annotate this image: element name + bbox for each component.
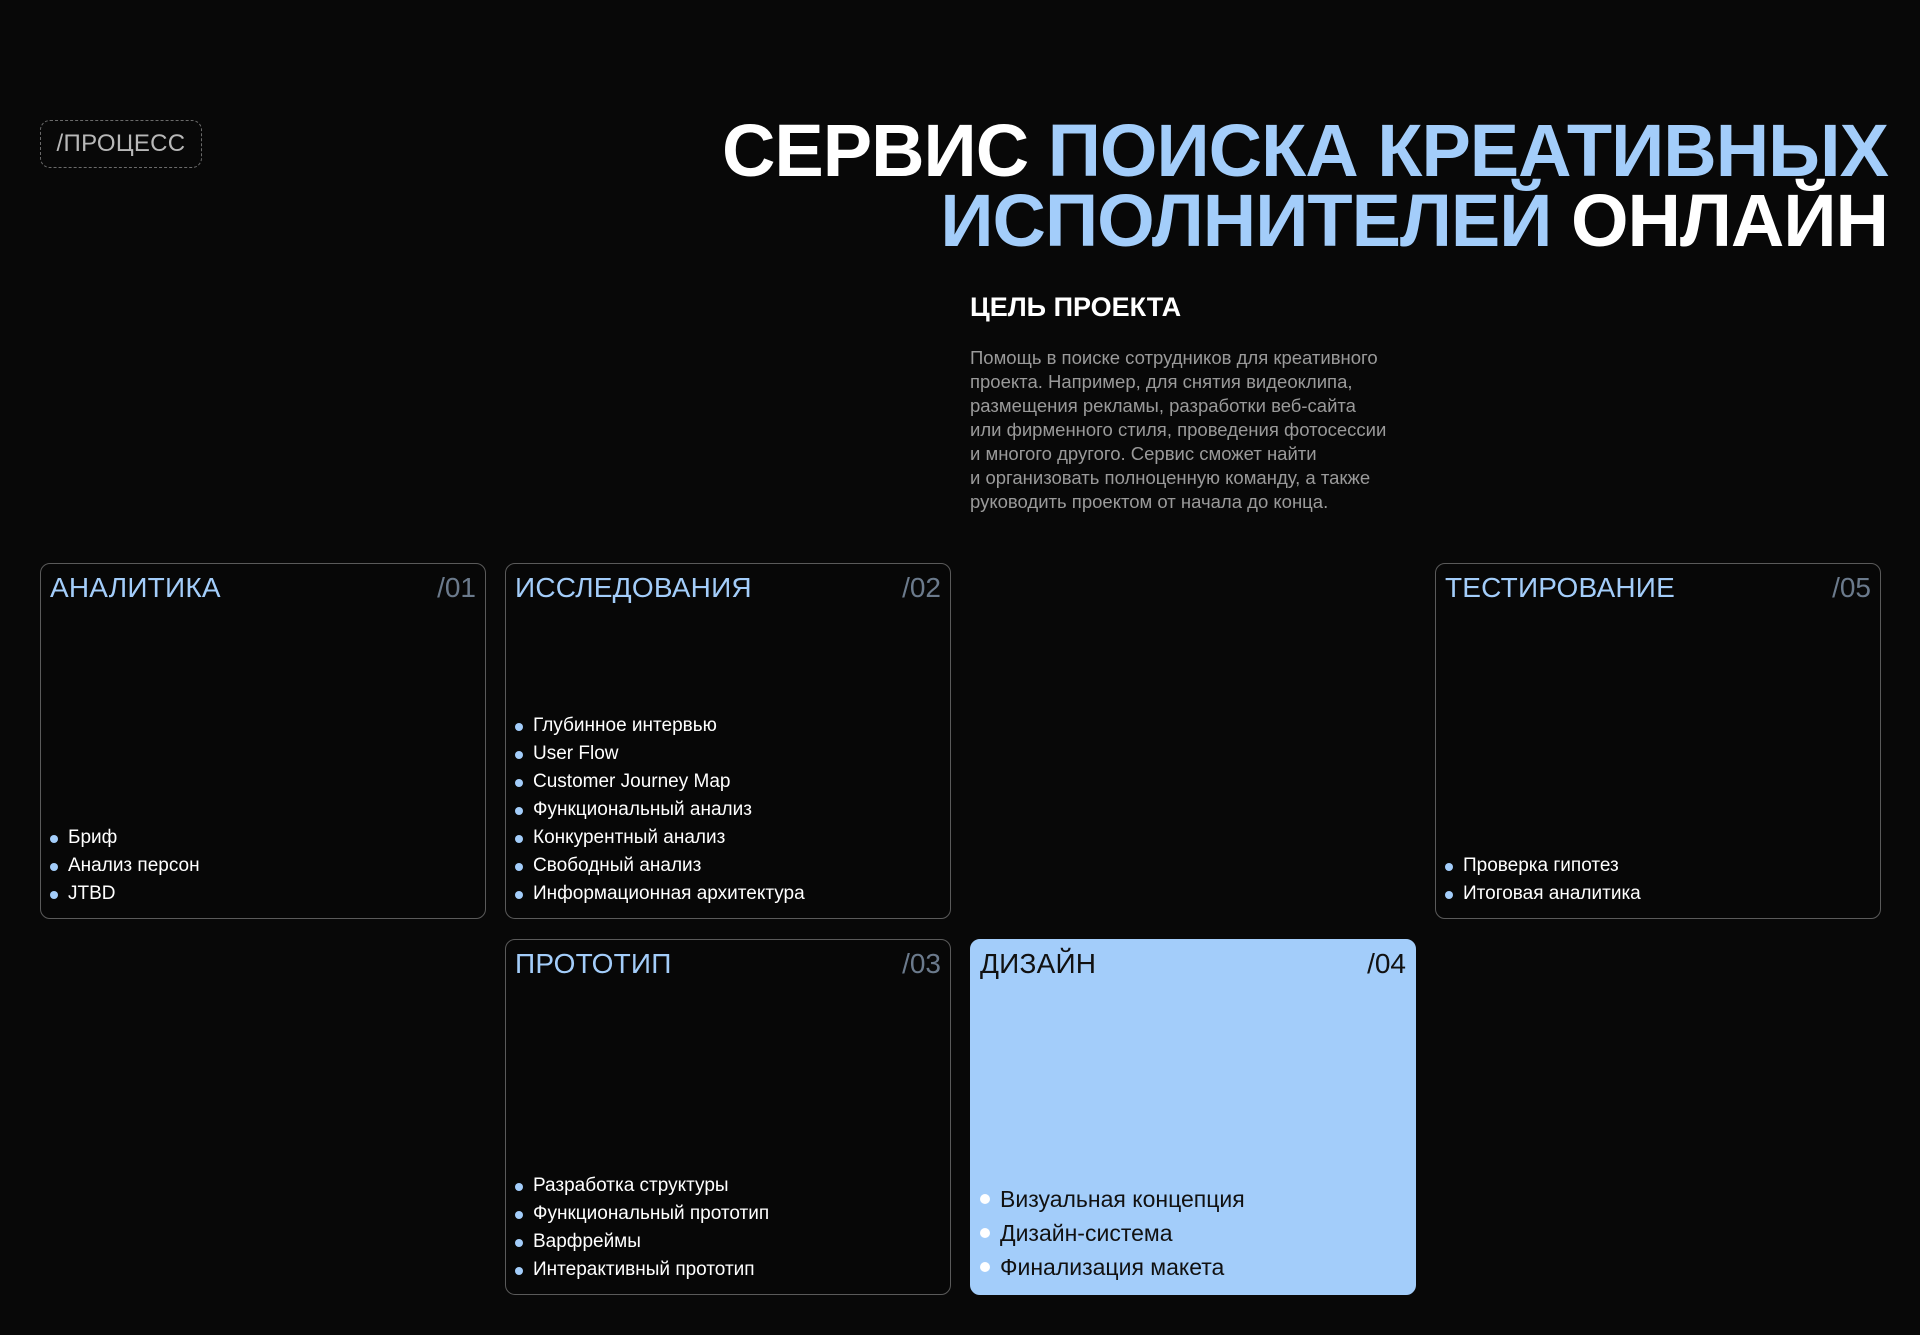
- list-item: Дизайн-система: [980, 1216, 1245, 1250]
- card-title: ИССЛЕДОВАНИЯ: [515, 572, 752, 603]
- goal-description: [970, 346, 1410, 514]
- list-item: Глубинное интервью: [515, 712, 805, 740]
- list-item: Интерактивный прототип: [515, 1256, 769, 1284]
- list-item: Финализация макета: [980, 1250, 1245, 1284]
- title-line-1: [721, 109, 1888, 192]
- goal-line: и организовать полноценную команду, а также: [970, 467, 1371, 488]
- goal-line: руководить проектом от начала до конца.: [970, 491, 1329, 512]
- list-item: Customer Journey Map: [515, 768, 805, 796]
- title-part-2: ПОИСКА КРЕАТИВНЫХ: [1047, 109, 1888, 192]
- list-item: Разработка структуры: [515, 1172, 769, 1200]
- goal-line: проекта. Например, для снятия видеоклипа,: [970, 371, 1353, 392]
- goal-line: Помощь в поиске сотрудников для креативного: [970, 347, 1378, 368]
- list-item: Функциональный анализ: [515, 796, 805, 824]
- goal-heading: ЦЕЛЬ ПРОЕКТА: [970, 292, 1182, 322]
- list-item: Варфреймы: [515, 1228, 769, 1256]
- list-item: Проверка гипотез: [1445, 852, 1641, 880]
- card-research: [505, 563, 951, 919]
- list-item: Анализ персон: [50, 852, 200, 880]
- list-item: Визуальная концепция: [980, 1182, 1245, 1216]
- card-list: [1445, 852, 1641, 908]
- goal-line: и многого другого. Сервис сможет найти: [970, 443, 1317, 464]
- card-title: ТЕСТИРОВАНИЕ: [1445, 572, 1675, 603]
- card-testing: [1435, 563, 1881, 919]
- card-analytics: [40, 563, 486, 919]
- title-line-2: [722, 179, 1888, 262]
- card-number: /02: [902, 572, 941, 603]
- card-list: [50, 824, 200, 908]
- goal-line: или фирменного стиля, проведения фотосессии: [970, 419, 1387, 440]
- list-item: Функциональный прототип: [515, 1200, 769, 1228]
- title-part-4: ОНЛАЙН: [1571, 179, 1888, 262]
- card-title: АНАЛИТИКА: [50, 572, 221, 603]
- card-number: /04: [1367, 948, 1406, 979]
- title-part-1: СЕРВИС: [721, 109, 1029, 192]
- card-design: [970, 939, 1416, 1295]
- list-item: User Flow: [515, 740, 805, 768]
- card-number: /03: [902, 948, 941, 979]
- process-tag: /ПРОЦЕСС: [40, 120, 202, 168]
- list-item: Информационная архитектура: [515, 880, 805, 908]
- list-item: Свободный анализ: [515, 852, 805, 880]
- page-title: [721, 109, 1888, 262]
- card-number: /01: [437, 572, 476, 603]
- title-part-3: ИСПОЛНИТЕЛЕЙ: [940, 179, 1552, 262]
- list-item: JTBD: [50, 880, 200, 908]
- card-number: /05: [1832, 572, 1871, 603]
- card-list: [515, 712, 805, 908]
- card-list: [515, 1172, 769, 1284]
- list-item: Бриф: [50, 824, 200, 852]
- card-list: [980, 1182, 1245, 1284]
- card-title: ДИЗАЙН: [980, 948, 1097, 979]
- list-item: Итоговая аналитика: [1445, 880, 1641, 908]
- card-title: ПРОТОТИП: [515, 948, 672, 979]
- list-item: Конкурентный анализ: [515, 824, 805, 852]
- goal-line: размещения рекламы, разработки веб-сайта: [970, 395, 1356, 416]
- card-prototype: [505, 939, 951, 1295]
